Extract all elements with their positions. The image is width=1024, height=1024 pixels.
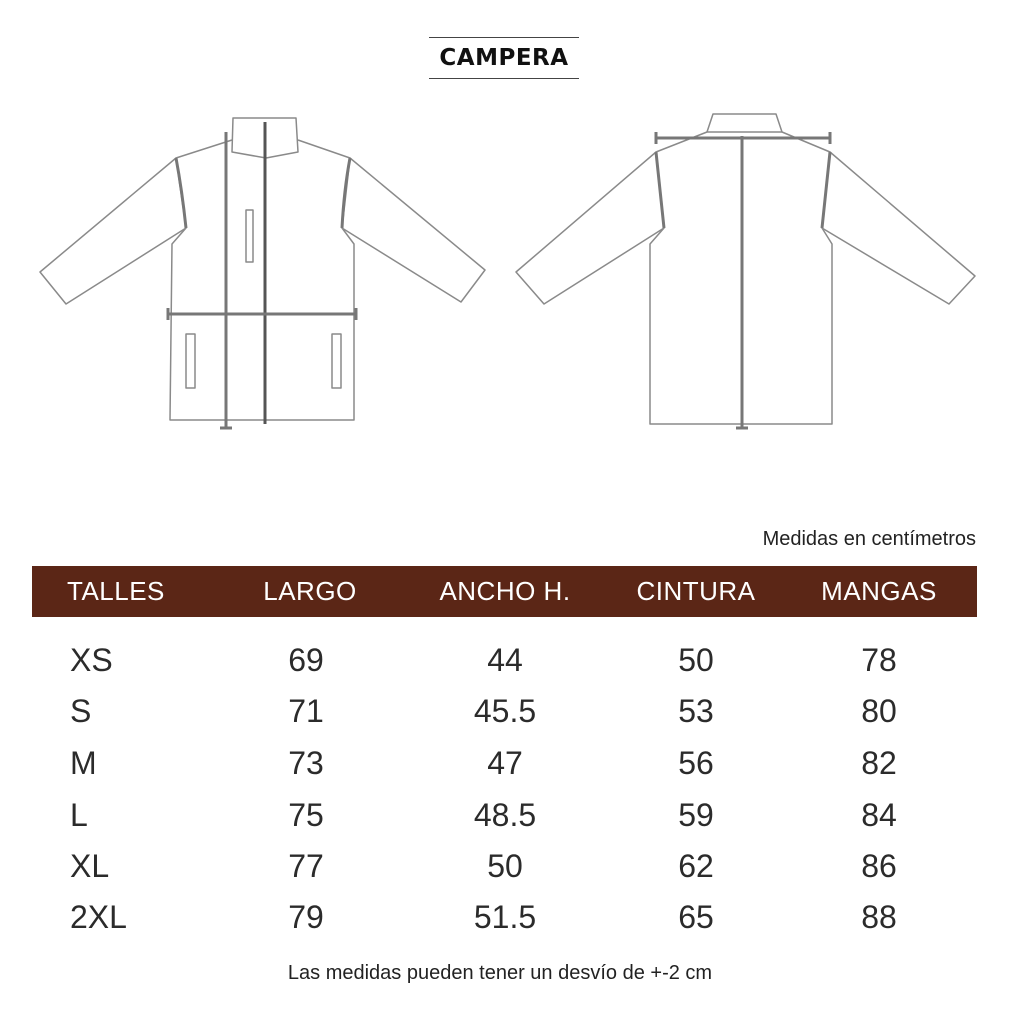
header-ancho: ANCHO H. <box>439 576 571 606</box>
cell-largo: 73 <box>288 745 324 781</box>
cell-ancho: 47 <box>487 745 523 781</box>
footer-note: Las medidas pueden tener un desvío de +-2 cm <box>287 962 713 984</box>
jacket-back-drawing-icon <box>516 114 975 428</box>
cell-largo: 79 <box>288 899 324 935</box>
table-header <box>32 566 977 617</box>
cell-mangas: 80 <box>861 693 897 729</box>
cell-ancho: 48.5 <box>473 797 537 833</box>
jacket-drawings <box>0 100 1024 440</box>
cell-ancho: 45.5 <box>473 693 537 729</box>
table-row <box>0 634 1024 686</box>
cell-size: 2XL <box>70 899 127 935</box>
table-row <box>0 891 1024 943</box>
cell-largo: 77 <box>288 848 324 884</box>
table-row <box>0 789 1024 841</box>
cell-mangas: 84 <box>861 797 897 833</box>
cell-ancho: 50 <box>487 848 523 884</box>
cell-mangas: 78 <box>861 642 897 678</box>
cell-cintura: 65 <box>678 899 714 935</box>
units-note: Medidas en centímetros <box>762 528 976 550</box>
cell-ancho: 44 <box>487 642 523 678</box>
cell-cintura: 53 <box>678 693 714 729</box>
table-row <box>0 840 1024 892</box>
cell-cintura: 59 <box>678 797 714 833</box>
title-frame <box>429 37 579 79</box>
cell-cintura: 62 <box>678 848 714 884</box>
jacket-front-drawing-icon <box>40 118 485 428</box>
cell-largo: 69 <box>288 642 324 678</box>
table-row <box>0 685 1024 737</box>
cell-largo: 71 <box>288 693 324 729</box>
cell-mangas: 88 <box>861 899 897 935</box>
page-title: CAMPERA <box>439 45 569 71</box>
cell-mangas: 82 <box>861 745 897 781</box>
cell-mangas: 86 <box>861 848 897 884</box>
cell-size: M <box>70 745 97 781</box>
cell-size: XL <box>70 848 110 884</box>
header-cintura: CINTURA <box>636 576 756 606</box>
cell-size: S <box>70 693 92 729</box>
table-row <box>0 737 1024 789</box>
header-largo: LARGO <box>263 576 357 606</box>
cell-cintura: 50 <box>678 642 714 678</box>
cell-cintura: 56 <box>678 745 714 781</box>
cell-size: L <box>70 797 88 833</box>
header-mangas: MANGAS <box>821 576 937 606</box>
cell-ancho: 51.5 <box>473 899 537 935</box>
header-talles: TALLES <box>67 576 165 606</box>
cell-largo: 75 <box>288 797 324 833</box>
cell-size: XS <box>70 642 113 678</box>
